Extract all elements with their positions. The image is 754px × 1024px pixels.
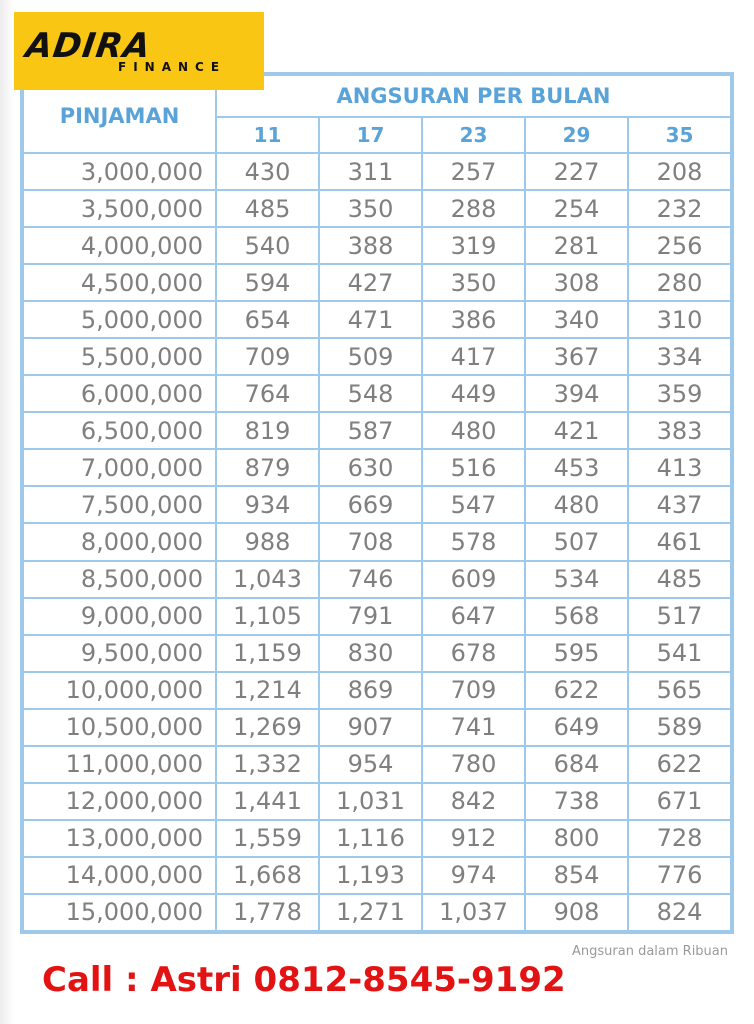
table-row — [23, 820, 731, 857]
loan-amount-cell: 7,000,000 — [23, 449, 216, 486]
installment-cell: 595 — [525, 635, 628, 672]
table-row — [23, 449, 731, 486]
logo-sub-text: FINANCE — [118, 60, 227, 74]
installment-cell: 437 — [628, 486, 731, 523]
installment-cell: 669 — [319, 486, 422, 523]
loan-amount-cell: 12,000,000 — [23, 783, 216, 820]
installment-cell: 1,559 — [216, 820, 319, 857]
installment-cell: 359 — [628, 375, 731, 412]
installment-cell: 974 — [422, 857, 525, 894]
installment-cell: 547 — [422, 486, 525, 523]
installment-cell: 780 — [422, 746, 525, 783]
table-row — [23, 412, 731, 449]
installment-cell: 461 — [628, 523, 731, 560]
installment-cell: 1,271 — [319, 894, 422, 931]
installment-cell: 394 — [525, 375, 628, 412]
installment-cell: 517 — [628, 598, 731, 635]
installment-cell: 1,778 — [216, 894, 319, 931]
logo-brand-text: ADIRA — [23, 26, 154, 66]
table-footnote: Angsuran dalam Ribuan — [571, 944, 728, 959]
table-row — [23, 672, 731, 709]
installment-cell: 534 — [525, 561, 628, 598]
installment-cell: 954 — [319, 746, 422, 783]
installment-cell: 800 — [525, 820, 628, 857]
loan-amount-cell: 5,500,000 — [23, 338, 216, 375]
installment-cell: 350 — [319, 190, 422, 227]
installment-cell: 1,332 — [216, 746, 319, 783]
installment-cell: 254 — [525, 190, 628, 227]
page-edge-shadow — [0, 0, 14, 1024]
installment-cell: 383 — [628, 412, 731, 449]
installment-cell: 340 — [525, 301, 628, 338]
loan-amount-cell: 6,000,000 — [23, 375, 216, 412]
loan-amount-cell: 6,500,000 — [23, 412, 216, 449]
table-row — [23, 264, 731, 301]
table-row — [23, 190, 731, 227]
loan-amount-cell: 9,000,000 — [23, 598, 216, 635]
installment-table — [22, 74, 732, 932]
installment-cell: 1,269 — [216, 709, 319, 746]
installment-cell: 907 — [319, 709, 422, 746]
installment-cell: 288 — [422, 190, 525, 227]
installment-cell: 485 — [216, 190, 319, 227]
installment-cell: 421 — [525, 412, 628, 449]
installment-cell: 1,159 — [216, 635, 319, 672]
table-row — [23, 746, 731, 783]
installment-cell: 678 — [422, 635, 525, 672]
installment-cell: 728 — [628, 820, 731, 857]
loan-amount-cell: 10,500,000 — [23, 709, 216, 746]
installment-cell: 548 — [319, 375, 422, 412]
loan-amount-cell: 8,500,000 — [23, 561, 216, 598]
loan-amount-cell: 4,500,000 — [23, 264, 216, 301]
installment-cell: 709 — [216, 338, 319, 375]
installment-cell: 507 — [525, 523, 628, 560]
tenor-header-23: 23 — [422, 117, 525, 153]
table-body — [23, 153, 731, 931]
tenor-header-29: 29 — [525, 117, 628, 153]
installment-cell: 1,193 — [319, 857, 422, 894]
table-row — [23, 153, 731, 190]
installment-cell: 480 — [525, 486, 628, 523]
installment-cell: 649 — [525, 709, 628, 746]
installment-cell: 568 — [525, 598, 628, 635]
installment-cell: 430 — [216, 153, 319, 190]
installment-table-frame — [20, 72, 734, 934]
adira-finance-logo — [14, 12, 264, 90]
installment-cell: 413 — [628, 449, 731, 486]
tenor-header-17: 17 — [319, 117, 422, 153]
table-row — [23, 375, 731, 412]
installment-cell: 869 — [319, 672, 422, 709]
installment-cell: 281 — [525, 227, 628, 264]
table-row — [23, 561, 731, 598]
installment-cell: 654 — [216, 301, 319, 338]
table-row — [23, 598, 731, 635]
installment-cell: 708 — [319, 523, 422, 560]
loan-amount-cell: 10,000,000 — [23, 672, 216, 709]
table-row — [23, 523, 731, 560]
installment-cell: 1,668 — [216, 857, 319, 894]
table-row — [23, 709, 731, 746]
installment-cell: 1,441 — [216, 783, 319, 820]
installment-cell: 516 — [422, 449, 525, 486]
installment-cell: 746 — [319, 561, 422, 598]
loan-amount-cell: 5,000,000 — [23, 301, 216, 338]
installment-cell: 594 — [216, 264, 319, 301]
installment-cell: 609 — [422, 561, 525, 598]
installment-cell: 386 — [422, 301, 525, 338]
installment-cell: 308 — [525, 264, 628, 301]
installment-cell: 647 — [422, 598, 525, 635]
loan-amount-cell: 13,000,000 — [23, 820, 216, 857]
loan-amount-cell: 9,500,000 — [23, 635, 216, 672]
installment-cell: 776 — [628, 857, 731, 894]
installment-cell: 741 — [422, 709, 525, 746]
loan-amount-cell: 14,000,000 — [23, 857, 216, 894]
installment-cell: 485 — [628, 561, 731, 598]
loan-column-header: PINJAMAN — [23, 75, 216, 153]
installment-cell: 311 — [319, 153, 422, 190]
installment-cell: 791 — [319, 598, 422, 635]
installment-cell: 589 — [628, 709, 731, 746]
installment-cell: 334 — [628, 338, 731, 375]
installment-cell: 854 — [525, 857, 628, 894]
installment-cell: 879 — [216, 449, 319, 486]
installment-cell: 227 — [525, 153, 628, 190]
loan-amount-cell: 8,000,000 — [23, 523, 216, 560]
installment-cell: 908 — [525, 894, 628, 931]
installment-cell: 1,037 — [422, 894, 525, 931]
installment-cell: 453 — [525, 449, 628, 486]
installment-cell: 622 — [628, 746, 731, 783]
installment-cell: 417 — [422, 338, 525, 375]
installment-cell: 367 — [525, 338, 628, 375]
installment-cell: 934 — [216, 486, 319, 523]
installment-cell: 1,105 — [216, 598, 319, 635]
installment-cell: 824 — [628, 894, 731, 931]
table-row — [23, 301, 731, 338]
installment-cell: 1,116 — [319, 820, 422, 857]
table-row — [23, 227, 731, 264]
loan-amount-cell: 3,000,000 — [23, 153, 216, 190]
installment-cell: 540 — [216, 227, 319, 264]
tenor-header-35: 35 — [628, 117, 731, 153]
installment-cell: 350 — [422, 264, 525, 301]
installment-cell: 578 — [422, 523, 525, 560]
installment-cell: 232 — [628, 190, 731, 227]
installment-cell: 622 — [525, 672, 628, 709]
installment-cell: 480 — [422, 412, 525, 449]
installment-header: ANGSURAN PER BULAN — [216, 75, 731, 117]
table-row — [23, 635, 731, 672]
installment-cell: 257 — [422, 153, 525, 190]
installment-cell: 819 — [216, 412, 319, 449]
call-contact-text: Call : Astri 0812-8545-9192 — [42, 960, 566, 1000]
installment-cell: 842 — [422, 783, 525, 820]
installment-cell: 427 — [319, 264, 422, 301]
installment-cell: 630 — [319, 449, 422, 486]
installment-cell: 988 — [216, 523, 319, 560]
loan-amount-cell: 11,000,000 — [23, 746, 216, 783]
installment-cell: 684 — [525, 746, 628, 783]
installment-cell: 280 — [628, 264, 731, 301]
loan-amount-cell: 7,500,000 — [23, 486, 216, 523]
installment-cell: 319 — [422, 227, 525, 264]
table-row — [23, 857, 731, 894]
table-row — [23, 783, 731, 820]
installment-cell: 912 — [422, 820, 525, 857]
installment-cell: 709 — [422, 672, 525, 709]
loan-amount-cell: 3,500,000 — [23, 190, 216, 227]
installment-cell: 764 — [216, 375, 319, 412]
installment-cell: 1,031 — [319, 783, 422, 820]
installment-cell: 208 — [628, 153, 731, 190]
table-row — [23, 894, 731, 931]
installment-cell: 541 — [628, 635, 731, 672]
installment-cell: 256 — [628, 227, 731, 264]
installment-cell: 388 — [319, 227, 422, 264]
loan-amount-cell: 4,000,000 — [23, 227, 216, 264]
installment-cell: 310 — [628, 301, 731, 338]
installment-cell: 565 — [628, 672, 731, 709]
installment-cell: 830 — [319, 635, 422, 672]
tenor-header-11: 11 — [216, 117, 319, 153]
installment-cell: 587 — [319, 412, 422, 449]
installment-cell: 1,214 — [216, 672, 319, 709]
table-row — [23, 486, 731, 523]
installment-cell: 1,043 — [216, 561, 319, 598]
installment-cell: 738 — [525, 783, 628, 820]
installment-cell: 449 — [422, 375, 525, 412]
loan-amount-cell: 15,000,000 — [23, 894, 216, 931]
installment-cell: 509 — [319, 338, 422, 375]
installment-cell: 471 — [319, 301, 422, 338]
installment-cell: 671 — [628, 783, 731, 820]
table-row — [23, 338, 731, 375]
